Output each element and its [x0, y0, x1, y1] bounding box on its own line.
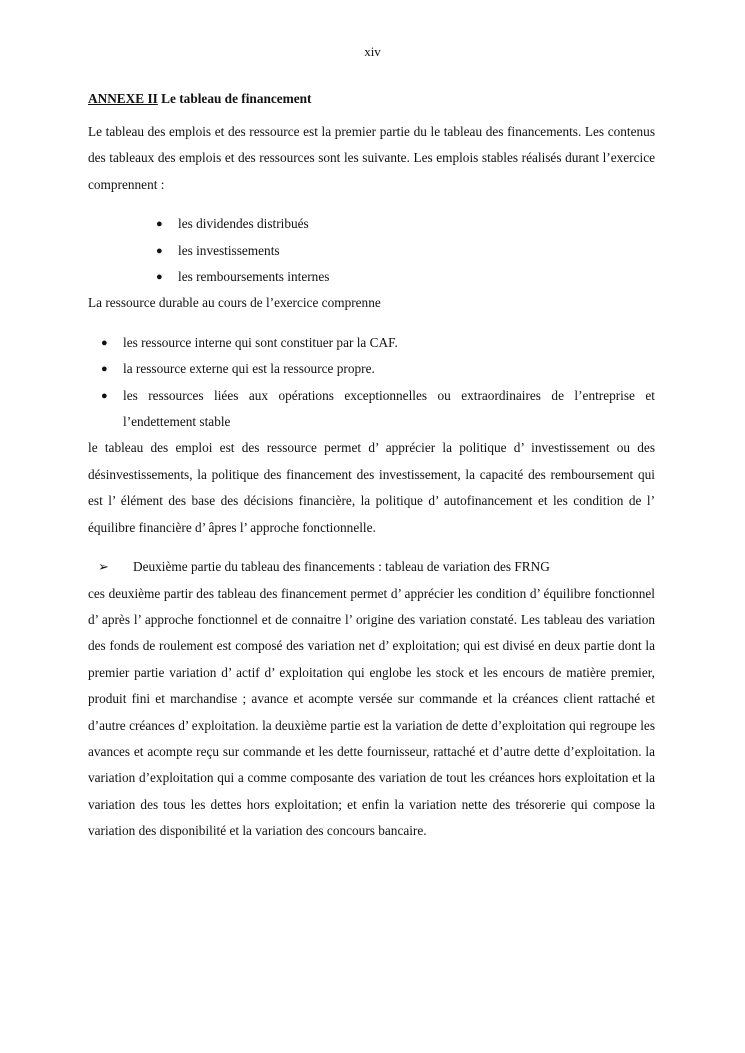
bullet-icon: ●: [101, 363, 108, 376]
list-item: [88, 264, 655, 290]
list-item-text: les ressources liées aux opérations exceptionnelles ou extraordinaires de l’entreprise et l’endettement stable: [123, 387, 655, 430]
list-item: [88, 383, 655, 436]
annex-label: ANNEXE II: [88, 91, 158, 106]
list-item-text: la ressource externe qui est la ressource propre.: [123, 361, 375, 377]
page-number: xiv: [364, 44, 381, 59]
bullet-icon: ●: [156, 218, 163, 231]
intro-paragraph: Le tableau des emplois et des ressource est la premier partie du le tableau des financements. Les contenus des tableaux des emplois et des ressources sont les suivante. Les emplois stables réalisés durant l’exercice comprennent :: [88, 124, 655, 192]
analysis-paragraph: le tableau des emploi est des ressource permet d’ apprécier la politique d’ investissement ou des désinvestissements, la politique des financement des investissement, la capacité des remboursement qui est l’ élément des base des décisions financière, la politique d’ autofinancement et les condition de l’ équilibre financière d’ âpres l’ approche fonctionnelle.: [88, 440, 655, 535]
list-item-text: les dividendes distribués: [178, 216, 309, 232]
bullet-icon: ●: [101, 389, 108, 402]
annex-heading: [88, 88, 655, 109]
annex-title: Le tableau de financement: [157, 91, 312, 106]
list-item-text: les investissements: [178, 242, 280, 258]
list-item: [88, 238, 655, 264]
second-part-heading-text: Deuxième partie du tableau des financements : tableau de variation des FRNG: [133, 559, 550, 575]
bullet-icon: ●: [156, 244, 163, 257]
list-item: [88, 330, 655, 356]
list-item-text: les remboursements internes: [178, 269, 330, 285]
second-part-heading: [88, 554, 655, 580]
list-item: [88, 356, 655, 382]
document-body: [88, 88, 655, 845]
arrow-bullet-icon: ➢: [98, 559, 109, 575]
list-item-text: les ressource interne qui sont constituer par la CAF.: [123, 334, 398, 350]
second-part-paragraph: ces deuxième partir des tableau des financement permet d’ apprécier les condition d’ équilibre fonctionnel d’ après l’ approche fonctionnel et de connaitre l’ origine des variation constaté. Les tableau des variation des fonds de roulement est composé des variation net d’ exploitation; qui est divisé en deux partie dont la premier partie variation d’ actif d’ exploitation qui englobe les stock et les encours de matière premier, produit fini et marchandise ; avance et acompte versée sur commande et la créances client rattaché et d’autre créances d’ exploitation. la deuxième partie est la variation de dette d’exploitation qui regroupe les avances et acompte reçu sur commande et les dette fournisseur, rattaché et d’autre dette d’exploitation. la variation d’exploitation qui a comme composante des variation de tout les créances hors exploitation et la variation des tous les dettes hors exploitation; et enfin la variation nette des trésorerie qui compose la variation des disponibilité et la variation des concours bancaire.: [88, 585, 655, 839]
bullet-icon: ●: [156, 271, 163, 284]
ressources-intro-paragraph: La ressource durable au cours de l’exercice comprenne: [88, 295, 381, 311]
emplois-list: [88, 211, 655, 290]
ressources-list: [88, 330, 655, 436]
bullet-icon: ●: [101, 336, 108, 349]
list-item: [88, 211, 655, 237]
